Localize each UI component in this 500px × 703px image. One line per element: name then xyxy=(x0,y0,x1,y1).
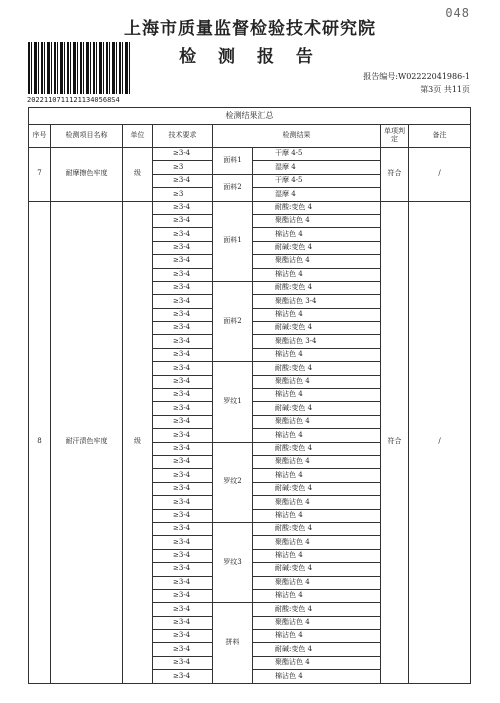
part-cell: 面料2 xyxy=(213,281,253,361)
result-cell: 干摩 4-5 xyxy=(253,174,381,187)
requirement-cell: ≥3-4 xyxy=(153,469,213,482)
requirement-cell: ≥3-4 xyxy=(153,482,213,495)
item-seq: 7 xyxy=(29,148,51,202)
result-cell: 聚酯沾色 4 xyxy=(253,455,381,468)
part-cell: 拼料 xyxy=(213,603,253,683)
verdict-cell: 符合 xyxy=(381,201,409,683)
requirement-cell: ≥3-4 xyxy=(153,375,213,388)
result-cell: 棉沾色 4 xyxy=(253,509,381,522)
result-cell: 棉沾色 4 xyxy=(253,308,381,321)
table-header-row xyxy=(29,125,471,148)
requirement-cell: ≥3-4 xyxy=(153,295,213,308)
requirement-cell: ≥3-4 xyxy=(153,174,213,187)
requirement-cell: ≥3-4 xyxy=(153,429,213,442)
requirement-cell: ≥3-4 xyxy=(153,563,213,576)
part-cell: 面料1 xyxy=(213,201,253,281)
requirement-cell: ≥3-4 xyxy=(153,643,213,656)
result-cell: 聚酯沾色 4 xyxy=(253,576,381,589)
result-cell: 棉沾色 4 xyxy=(253,589,381,602)
requirement-cell: ≥3-4 xyxy=(153,603,213,616)
part-cell: 罗纹3 xyxy=(213,522,253,602)
requirement-cell: ≥3-4 xyxy=(153,335,213,348)
requirement-cell: ≥3-4 xyxy=(153,308,213,321)
result-cell: 耐碱:变色 4 xyxy=(253,241,381,254)
result-cell: 聚酯沾色 4 xyxy=(253,496,381,509)
result-cell: 耐碱:变色 4 xyxy=(253,643,381,656)
table-row xyxy=(29,201,471,214)
requirement-cell: ≥3-4 xyxy=(153,322,213,335)
requirement-cell: ≥3-4 xyxy=(153,589,213,602)
result-cell: 干摩 4-5 xyxy=(253,148,381,161)
result-cell: 耐碱:变色 4 xyxy=(253,322,381,335)
header-requirement: 技术要求 xyxy=(153,125,213,148)
requirement-cell: ≥3-4 xyxy=(153,670,213,683)
header-remark: 备注 xyxy=(409,125,471,148)
result-cell: 湿摩 4 xyxy=(253,161,381,174)
result-cell: 棉沾色 4 xyxy=(253,549,381,562)
result-cell: 聚酯沾色 4 xyxy=(253,375,381,388)
result-cell: 聚酯沾色 4 xyxy=(253,255,381,268)
requirement-cell: ≥3-4 xyxy=(153,201,213,214)
result-cell: 耐碱:变色 4 xyxy=(253,563,381,576)
result-cell: 耐酸:变色 4 xyxy=(253,603,381,616)
requirement-cell: ≥3-4 xyxy=(153,389,213,402)
table-row xyxy=(29,148,471,161)
requirement-cell: ≥3-4 xyxy=(153,241,213,254)
barcode-number: 20221107111211340568S4 xyxy=(27,96,120,104)
remark-cell: / xyxy=(409,148,471,202)
org-name: 上海市质量监督检验技术研究院 xyxy=(124,19,376,39)
item-unit: 级 xyxy=(123,148,153,202)
result-cell: 耐碱:变色 4 xyxy=(253,402,381,415)
item-unit: 级 xyxy=(123,201,153,683)
result-cell: 棉沾色 4 xyxy=(253,348,381,361)
requirement-cell: ≥3 xyxy=(153,188,213,201)
result-cell: 棉沾色 4 xyxy=(253,268,381,281)
page-stamp-number: 048 xyxy=(445,6,470,20)
requirement-cell: ≥3-4 xyxy=(153,656,213,669)
requirement-cell: ≥3-4 xyxy=(153,228,213,241)
result-cell: 棉沾色 4 xyxy=(253,670,381,683)
requirement-cell: ≥3-4 xyxy=(153,148,213,161)
result-cell: 耐酸:变色 4 xyxy=(253,442,381,455)
result-cell: 耐碱:变色 4 xyxy=(253,482,381,495)
result-cell: 棉沾色 4 xyxy=(253,469,381,482)
result-cell: 聚酯沾色 4 xyxy=(253,214,381,227)
header-seq: 序号 xyxy=(29,125,51,148)
result-cell: 聚酯沾色 3-4 xyxy=(253,295,381,308)
result-cell: 耐酸:变色 4 xyxy=(253,522,381,535)
table-caption-row xyxy=(29,108,471,125)
requirement-cell: ≥3-4 xyxy=(153,509,213,522)
result-cell: 聚酯沾色 4 xyxy=(253,616,381,629)
header-unit: 单位 xyxy=(123,125,153,148)
requirement-cell: ≥3-4 xyxy=(153,522,213,535)
result-cell: 聚酯沾色 4 xyxy=(253,415,381,428)
item-seq: 8 xyxy=(29,201,51,683)
requirement-cell: ≥3-4 xyxy=(153,281,213,294)
requirement-cell: ≥3-4 xyxy=(153,255,213,268)
requirement-cell: ≥3-4 xyxy=(153,214,213,227)
requirement-cell: ≥3-4 xyxy=(153,536,213,549)
result-cell: 聚酯沾色 4 xyxy=(253,536,381,549)
part-cell: 面料2 xyxy=(213,174,253,201)
part-cell: 罗纹1 xyxy=(213,362,253,442)
requirement-cell: ≥3-4 xyxy=(153,576,213,589)
result-cell: 棉沾色 4 xyxy=(253,389,381,402)
report-number: 报告编号:W02222041986-1 xyxy=(363,72,470,81)
requirement-cell: ≥3 xyxy=(153,161,213,174)
doc-title: 检 测 报 告 xyxy=(179,47,321,67)
requirement-cell: ≥3-4 xyxy=(153,616,213,629)
item-name: 耐摩擦色牢度 xyxy=(51,148,123,202)
result-cell: 聚酯沾色 4 xyxy=(253,656,381,669)
part-cell: 面料1 xyxy=(213,148,253,175)
requirement-cell: ≥3-4 xyxy=(153,348,213,361)
result-cell: 湿摩 4 xyxy=(253,188,381,201)
verdict-cell: 符合 xyxy=(381,148,409,202)
result-cell: 耐酸:变色 4 xyxy=(253,362,381,375)
table-caption: 检测结果汇总 xyxy=(29,108,471,125)
part-cell: 罗纹2 xyxy=(213,442,253,522)
page-info: 第3页 共11页 xyxy=(420,85,470,94)
result-cell: 耐酸:变色 4 xyxy=(253,201,381,214)
requirement-cell: ≥3-4 xyxy=(153,362,213,375)
requirement-cell: ≥3-4 xyxy=(153,402,213,415)
header-item-name: 检测项目名称 xyxy=(51,125,123,148)
result-cell: 聚酯沾色 3-4 xyxy=(253,335,381,348)
requirement-cell: ≥3-4 xyxy=(153,442,213,455)
requirement-cell: ≥3-4 xyxy=(153,630,213,643)
requirement-cell: ≥3-4 xyxy=(153,268,213,281)
header-verdict: 单项判定 xyxy=(381,125,409,148)
requirement-cell: ≥3-4 xyxy=(153,415,213,428)
results-table xyxy=(28,107,471,684)
result-cell: 棉沾色 4 xyxy=(253,429,381,442)
header-result: 检测结果 xyxy=(213,125,381,148)
remark-cell: / xyxy=(409,201,471,683)
requirement-cell: ≥3-4 xyxy=(153,455,213,468)
requirement-cell: ≥3-4 xyxy=(153,549,213,562)
result-cell: 耐酸:变色 4 xyxy=(253,281,381,294)
item-name: 耐汗渍色牢度 xyxy=(51,201,123,683)
result-cell: 棉沾色 4 xyxy=(253,630,381,643)
requirement-cell: ≥3-4 xyxy=(153,496,213,509)
result-cell: 棉沾色 4 xyxy=(253,228,381,241)
